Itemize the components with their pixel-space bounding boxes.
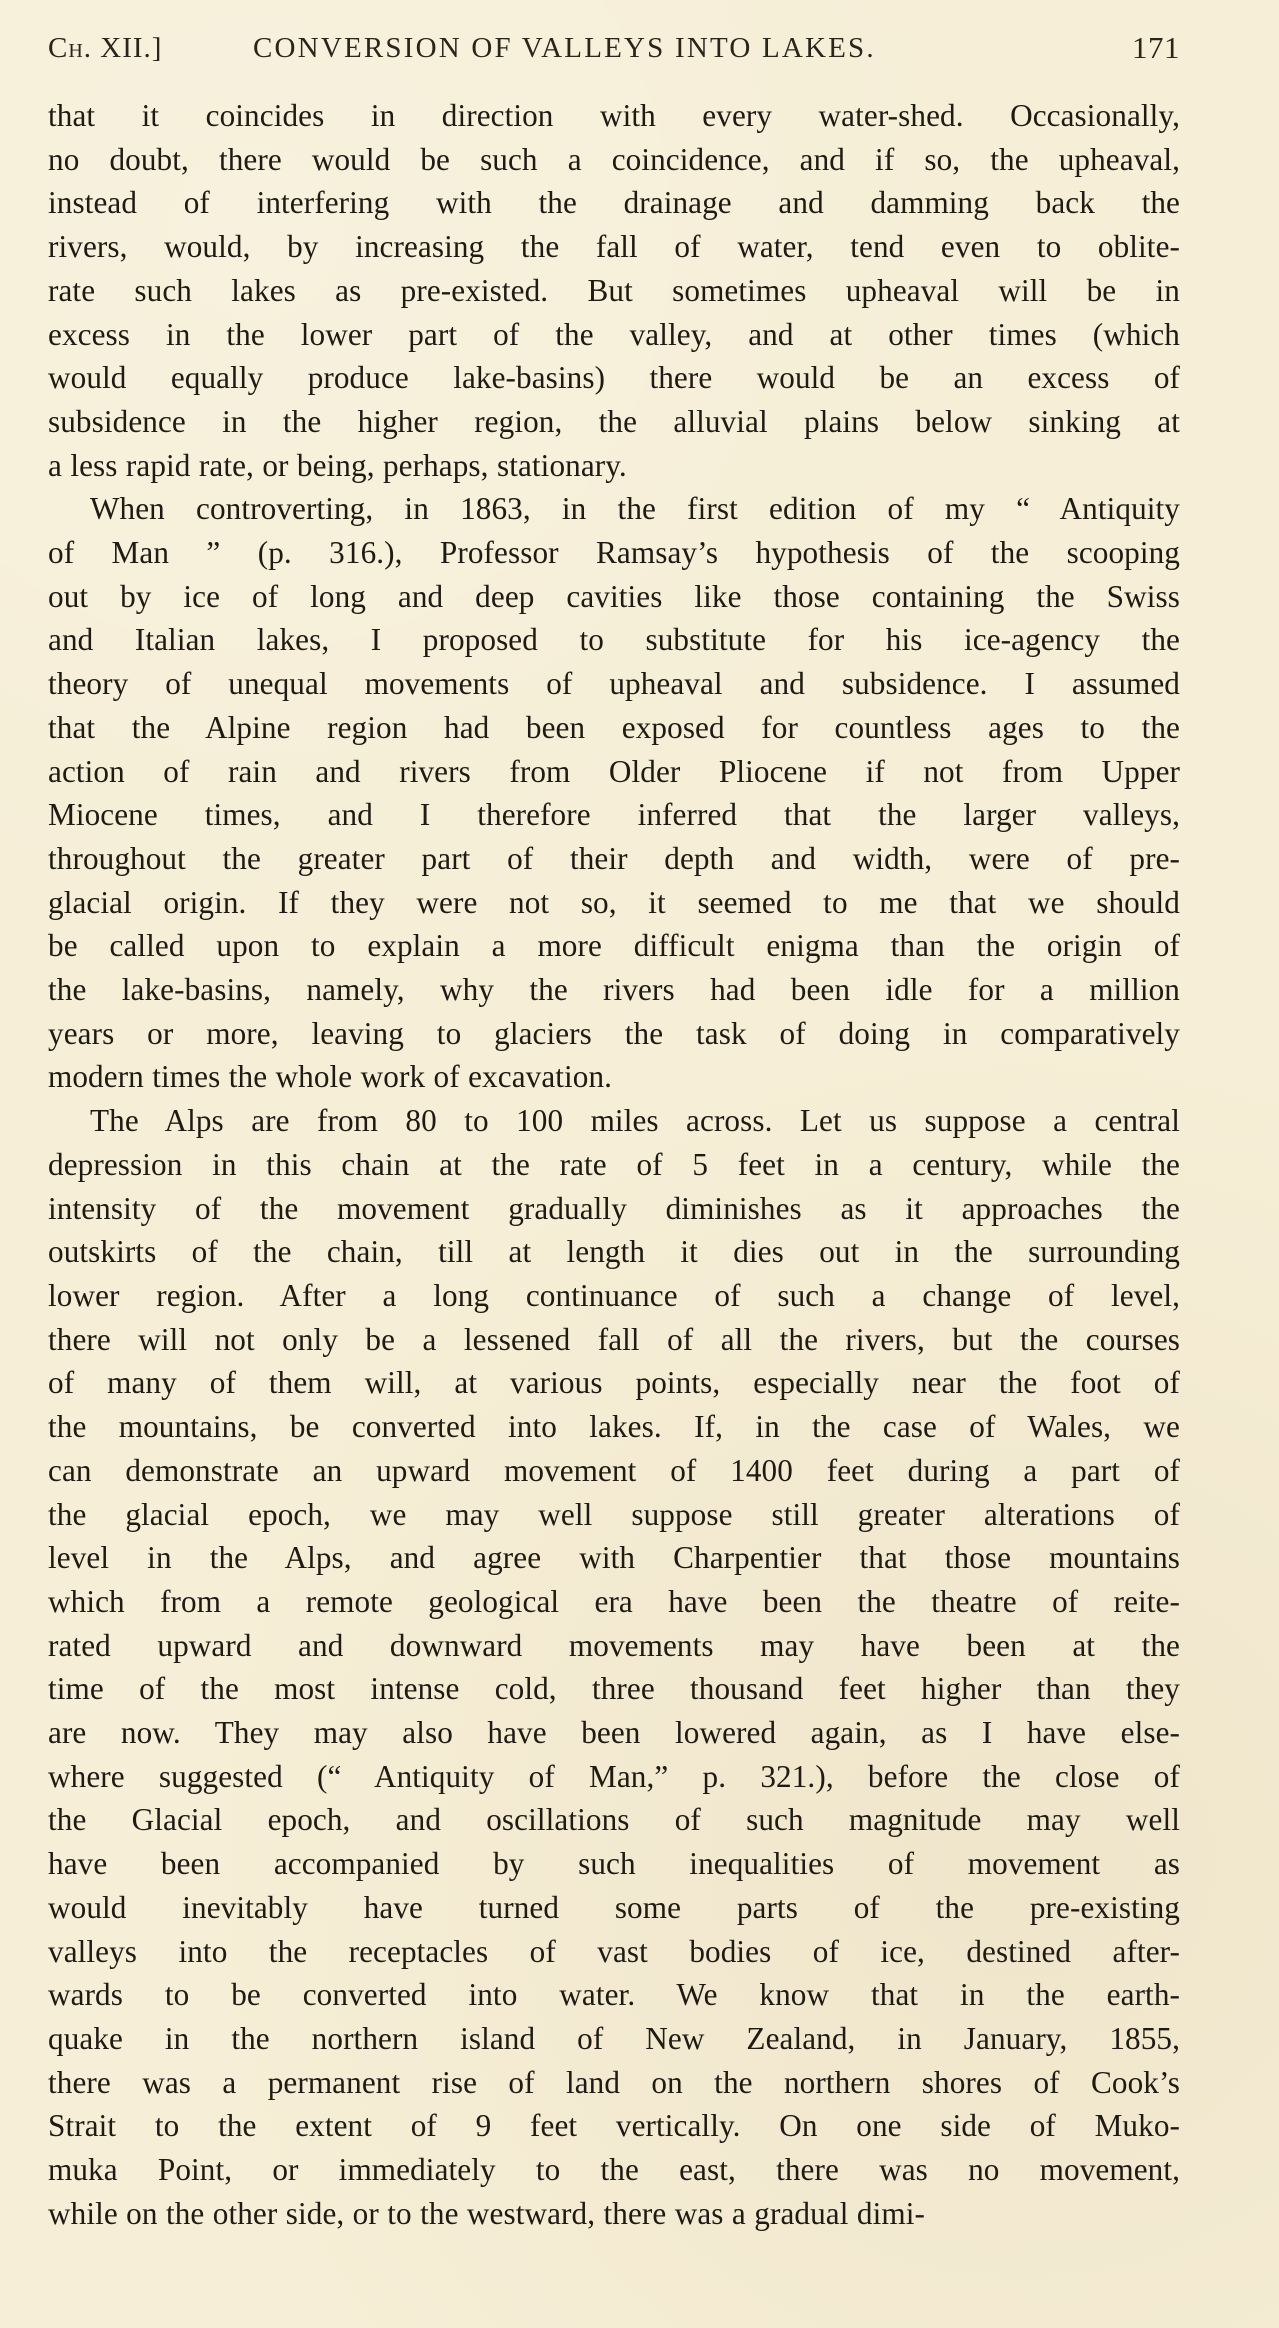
paragraph-start-line: The Alps are from 80 to 100 miles across. Let us suppose a central bbox=[90, 1103, 1180, 1139]
text-line: while on the other side, or to the westward, there was a gradual dimi- bbox=[48, 2195, 925, 2231]
text-line: throughout the greater part of their depth and width, were of pre- bbox=[48, 840, 1180, 876]
text-line: are now. They may also have been lowered again, as I have else- bbox=[48, 1715, 1180, 1751]
text-line: muka Point, or immediately to the east, there was no movement, bbox=[48, 2152, 1180, 2188]
paragraph-end-line: modern times the whole work of excavation. bbox=[48, 1059, 613, 1095]
text-line: the Glacial epoch, and oscillations of such magnitude may well bbox=[48, 1802, 1180, 1838]
text-line: the lake-basins, namely, why the rivers had been idle for a million bbox=[48, 972, 1180, 1008]
text-line: years or more, leaving to glaciers the task of doing in comparatively bbox=[48, 1015, 1180, 1051]
text-line: Miocene times, and I therefore inferred that the larger valleys, bbox=[48, 797, 1180, 833]
text-line: would inevitably have turned some parts of the pre-existing bbox=[48, 1889, 1180, 1925]
text-line: outskirts of the chain, till at length it dies out in the surrounding bbox=[48, 1234, 1180, 1270]
text-line: wards to be converted into water. We know that in the earth- bbox=[48, 1977, 1180, 2013]
text-line: no doubt, there would be such a coincidence, and if so, the upheaval, bbox=[48, 141, 1180, 177]
text-line: which from a remote geological era have been the theatre of reite- bbox=[48, 1583, 1180, 1619]
text-line: excess in the lower part of the valley, and at other times (which bbox=[48, 316, 1180, 352]
text-line: have been accompanied by such inequalities of movement as bbox=[48, 1846, 1180, 1882]
text-line: that the Alpine region had been exposed for countless ages to the bbox=[48, 709, 1180, 745]
text-line: theory of unequal movements of upheaval and subsidence. I assumed bbox=[48, 666, 1180, 702]
text-line: would equally produce lake-basins) there would be an excess of bbox=[48, 360, 1180, 396]
text-line: depression in this chain at the rate of 5 feet in a century, while the bbox=[48, 1146, 1180, 1182]
text-line: there will not only be a lessened fall of all the rivers, but the courses bbox=[48, 1321, 1180, 1357]
text-line: lower region. After a long continuance of such a change of level, bbox=[48, 1277, 1180, 1313]
text-line: be called upon to explain a more difficult enigma than the origin of bbox=[48, 928, 1180, 964]
chapter-reference: Ch. XII.] bbox=[48, 32, 163, 64]
text-line: the mountains, be converted into lakes. If, in the case of Wales, we bbox=[48, 1409, 1180, 1445]
text-line: of many of them will, at various points, especially near the foot of bbox=[48, 1365, 1180, 1401]
text-line: can demonstrate an upward movement of 1400 feet during a part of bbox=[48, 1452, 1180, 1488]
text-line: time of the most intense cold, three thousand feet higher than they bbox=[48, 1671, 1180, 1707]
body-text bbox=[48, 94, 1180, 2235]
running-title: CONVERSION OF VALLEYS INTO LAKES. bbox=[253, 32, 876, 64]
text-line: of Man ” (p. 316.), Professor Ramsay’s hypothesis of the scooping bbox=[48, 535, 1180, 571]
text-line: that it coincides in direction with every water-shed. Occasionally, bbox=[48, 98, 1180, 133]
page-header bbox=[48, 26, 1180, 76]
text-line: Strait to the extent of 9 feet vertically. On one side of Muko- bbox=[48, 2108, 1180, 2144]
text-line: instead of interfering with the drainage and damming back the bbox=[48, 185, 1180, 221]
text-line: quake in the northern island of New Zealand, in January, 1855, bbox=[48, 2020, 1180, 2056]
text-line: action of rain and rivers from Older Pliocene if not from Upper bbox=[48, 753, 1180, 789]
text-line: valleys into the receptacles of vast bodies of ice, destined after- bbox=[48, 1933, 1180, 1969]
text-line: subsidence in the higher region, the alluvial plains below sinking at bbox=[48, 403, 1180, 439]
paragraph-start-line: When controverting, in 1863, in the first edition of my “ Antiquity bbox=[90, 491, 1180, 527]
page-number: 171 bbox=[1132, 30, 1180, 65]
text-line: glacial origin. If they were not so, it seemed to me that we should bbox=[48, 884, 1180, 920]
text-line: level in the Alps, and agree with Charpentier that those mountains bbox=[48, 1540, 1180, 1576]
text-line: rivers, would, by increasing the fall of water, tend even to oblite- bbox=[48, 229, 1180, 265]
text-line: intensity of the movement gradually diminishes as it approaches the bbox=[48, 1190, 1180, 1226]
paragraph-end-line: a less rapid rate, or being, perhaps, stationary. bbox=[48, 447, 627, 483]
text-line: out by ice of long and deep cavities like those containing the Swiss bbox=[48, 578, 1180, 614]
text-line: there was a permanent rise of land on the northern shores of Cook’s bbox=[48, 2064, 1180, 2100]
text-line: rated upward and downward movements may have been at the bbox=[48, 1627, 1180, 1663]
text-line: and Italian lakes, I proposed to substitute for his ice-agency the bbox=[48, 622, 1180, 658]
text-line: rate such lakes as pre-existed. But sometimes upheaval will be in bbox=[48, 272, 1180, 308]
text-line: the glacial epoch, we may well suppose still greater alterations of bbox=[48, 1496, 1180, 1532]
text-line: where suggested (“ Antiquity of Man,” p. 321.), before the close of bbox=[48, 1758, 1180, 1794]
